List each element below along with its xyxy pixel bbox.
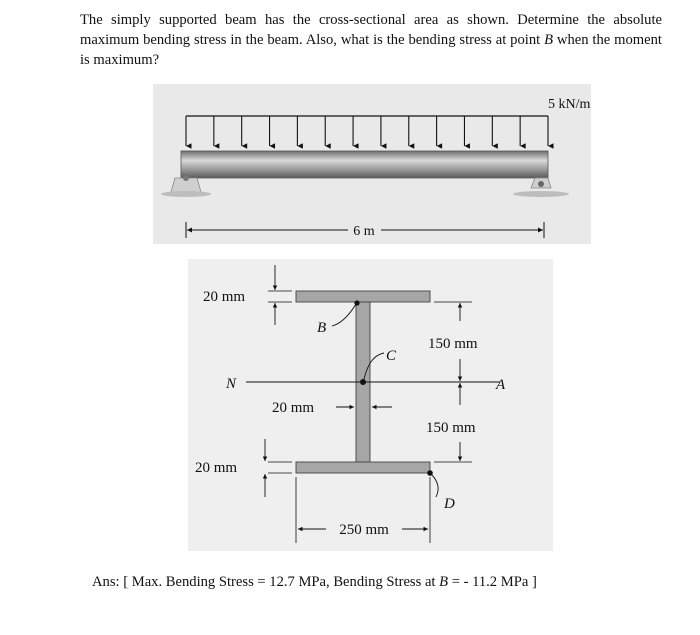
answer-suffix: = - 11.2 MPa ]: [448, 574, 537, 590]
upper-depth-label: 150 mm: [428, 336, 478, 352]
neutral-axis-a: A: [496, 377, 506, 393]
answer-line: [92, 572, 652, 592]
problem-statement: [80, 10, 662, 70]
neutral-axis-n: N: [226, 376, 237, 392]
beam-figure: [153, 84, 591, 244]
top-flange-label: 20 mm: [203, 289, 246, 305]
point-c-marker: [360, 379, 366, 385]
span-label: 6 m: [353, 224, 375, 239]
top-flange: [296, 291, 430, 302]
bottom-flange: [296, 462, 430, 473]
lower-depth-label: 150 mm: [426, 420, 476, 436]
load-arrows: [186, 116, 548, 146]
cross-section-diagram: [188, 259, 553, 551]
problem-text-part1: The simply supported beam has the cross-sectional area as shown. Determine the absolute maximum bending stress in the beam. Also, what is the bending stress at point: [80, 12, 662, 48]
web-label: 20 mm: [272, 400, 315, 416]
load-label: 5 kN/m: [548, 97, 591, 112]
bottom-flange-label: 20 mm: [195, 460, 238, 476]
problem-text-part2: when the moment is maximum?: [80, 32, 662, 68]
cross-section-figure: [188, 259, 553, 551]
width-label: 250 mm: [339, 522, 389, 538]
beam: [181, 151, 548, 178]
point-b-label: B: [317, 320, 327, 336]
answer-point-b: B: [439, 574, 449, 590]
answer-prefix: Ans: [ Max. Bending Stress = 12.7 MPa, Bending Stress at: [92, 574, 440, 590]
point-d-label: D: [444, 496, 455, 512]
beam-diagram: [153, 84, 591, 244]
problem-point-b: B: [544, 32, 553, 48]
roller-support: [513, 178, 569, 197]
point-c-label: C: [386, 348, 397, 364]
